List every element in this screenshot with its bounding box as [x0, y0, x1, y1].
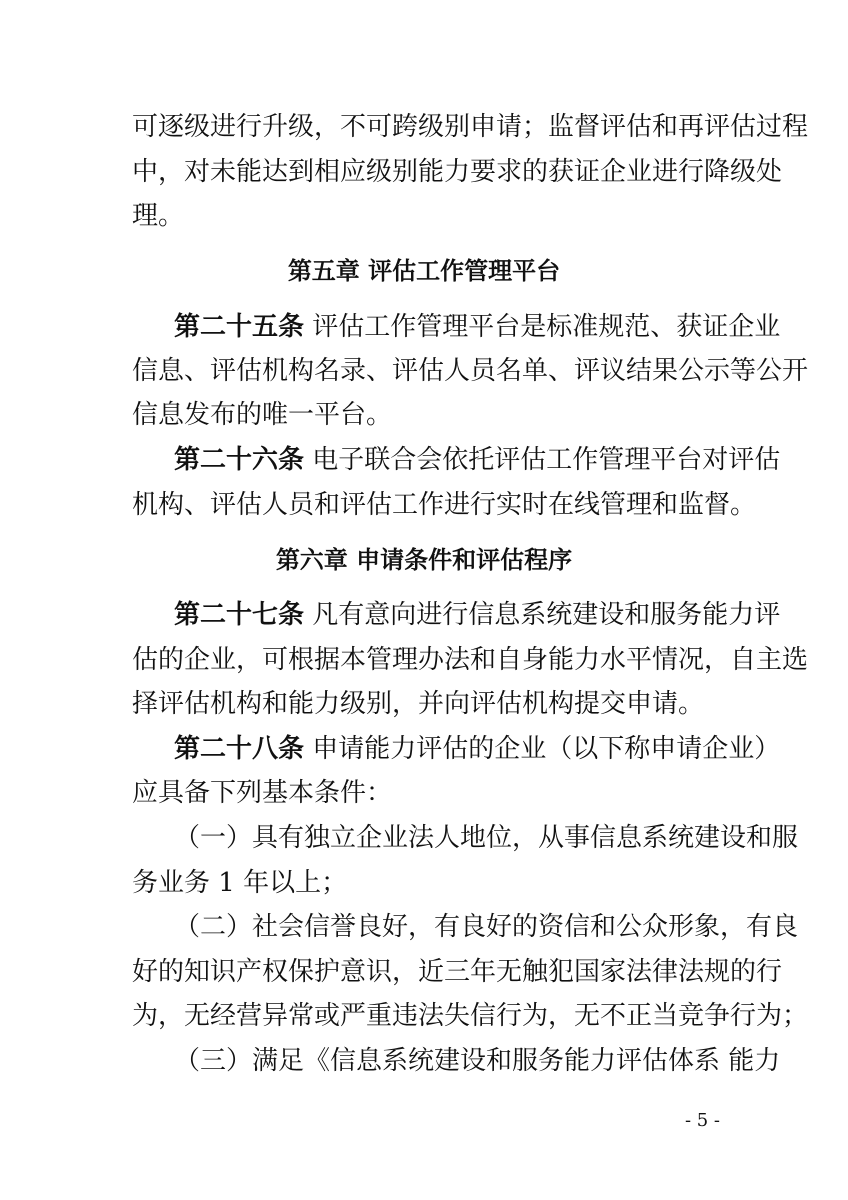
article-line [174, 734, 781, 764]
article-text: 评估工作管理平台是标准规范、获证企业 [304, 312, 781, 342]
article-line [174, 312, 781, 342]
paragraph-line: 中，对未能达到相应级别能力要求的获证企业进行降级处 [132, 157, 783, 187]
article-label: 第二十六条 [174, 445, 305, 475]
list-item-line: 为，无经营异常或严重违法失信行为，无不正当竞争行为； [132, 1001, 809, 1031]
chapter-heading: 第五章 评估工作管理平台 [287, 257, 561, 285]
article-line [174, 445, 781, 475]
paragraph-line: 可逐级进行升级，不可跨级别申请；监督评估和再评估过程 [132, 112, 809, 142]
list-item-line: 好的知识产权保护意识，近三年无触犯国家法律法规的行 [132, 957, 783, 987]
chapter-heading: 第六章 申请条件和评估程序 [275, 546, 573, 574]
paragraph-line: 估的企业，可根据本管理办法和自身能力水平情况，自主选 [132, 645, 809, 675]
article-label: 第二十五条 [174, 312, 305, 342]
article-label: 第二十八条 [174, 734, 305, 764]
paragraph-line: 信息发布的唯一平台。 [132, 400, 393, 430]
list-item-line: （二）社会信誉良好，有良好的资信和公众形象，有良 [174, 912, 799, 942]
article-line [174, 600, 781, 630]
article-text: 电子联合会依托评估工作管理平台对评估 [304, 445, 781, 475]
list-item-line: 务业务 1 年以上； [132, 868, 348, 898]
paragraph-line: 应具备下列基本条件： [132, 778, 393, 808]
list-item-line: （一）具有独立企业法人地位，从事信息系统建设和服 [174, 823, 799, 853]
paragraph-line: 机构、评估人员和评估工作进行实时在线管理和监督。 [132, 490, 757, 520]
page-number: - 5 - [684, 1110, 720, 1131]
article-label: 第二十七条 [174, 600, 305, 630]
article-text: 凡有意向进行信息系统建设和服务能力评 [304, 600, 781, 630]
paragraph-line: 信息、评估机构名录、评估人员名单、评议结果公示等公开 [132, 356, 809, 386]
paragraph-line: 择评估机构和能力级别，并向评估机构提交申请。 [132, 689, 705, 719]
article-text: 申请能力评估的企业（以下称申请企业） [304, 734, 781, 764]
paragraph-line: 理。 [132, 201, 185, 231]
list-item-line: （三）满足《信息系统建设和服务能力评估体系 能力 [174, 1046, 781, 1076]
